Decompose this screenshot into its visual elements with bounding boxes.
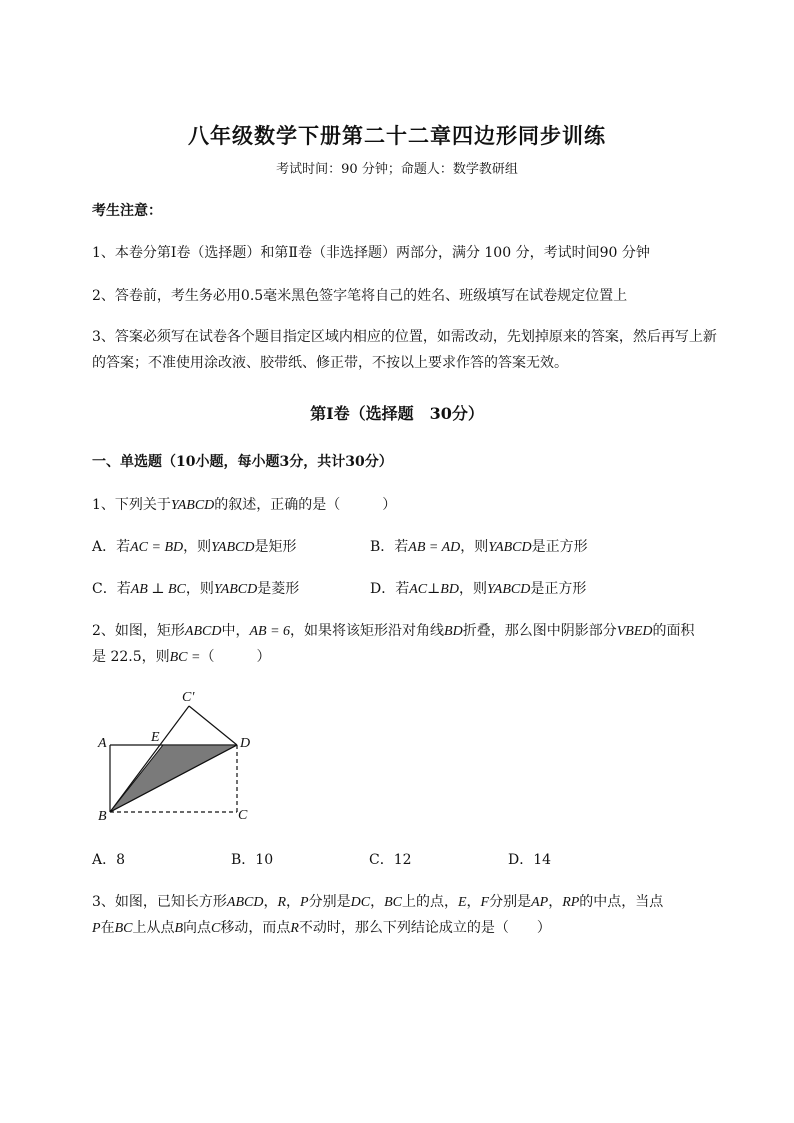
question-1-option-b: B．若AB = AD，则YABCD是正方形: [370, 539, 588, 555]
question-1-option-d: D．若AC⊥BD，则YABCD是正方形: [370, 581, 587, 597]
label-d: D: [240, 736, 251, 751]
question-3-stem-cont: P在BC上从点B向点C移动，而点R不动时，那么下列结论成立的是（ ）: [92, 920, 551, 936]
question-3-stem: 3、如图，已知长方形ABCD，R，P分别是DC，BC上的点，E，F分别是AP，RP的中点，当点: [92, 894, 664, 910]
label-e: E: [151, 730, 160, 745]
question-2-stem: 2、如图，矩形ABCD中，AB = 6，如果将该矩形沿对角线BD折叠，那么图中阴影部分VBED的面积: [92, 623, 695, 639]
question-2-option-b: B．10: [231, 852, 274, 868]
label-c-prime: C′: [182, 690, 195, 705]
question-2-option-c: C．12: [369, 852, 412, 868]
question-2-option-d: D．14: [508, 852, 552, 868]
question-2-option-a: A．8: [92, 852, 126, 868]
part-heading: 一、单选题（10小题，每小题3分，共计30分）: [92, 454, 393, 470]
notice-heading: 考生注意：: [92, 203, 162, 219]
notice-item-3: 3、答案必须写在试卷各个题目指定区域内相应的位置，如需改动，先划掉原来的答案，然后再写上新: [92, 329, 717, 345]
question-1-option-c: C．若AB ⊥ BC，则YABCD是菱形: [92, 581, 300, 597]
rectangle-fold-figure: [90, 685, 260, 825]
label-a: A: [98, 736, 107, 751]
notice-item-1: 1、本卷分第Ⅰ卷（选择题）和第Ⅱ卷（非选择题）两部分，满分 100 分，考试时间90 分钟: [92, 245, 650, 261]
label-c: C: [238, 808, 248, 823]
label-b: B: [98, 809, 107, 824]
question-1-option-a: A．若AC = BD，则YABCD是矩形: [92, 539, 297, 555]
folded-edge-c1d: [189, 706, 237, 745]
notice-item-3-cont: 的答案；不准使用涂改液、胶带纸、修正带，不按以上要求作答的答案无效。: [92, 355, 568, 371]
question-1-stem: 1、下列关于YABCD的叙述，正确的是（ ）: [92, 497, 397, 513]
section-title: 第Ⅰ卷（选择题 30分）: [310, 404, 484, 423]
page-title: 八年级数学下册第二十二章四边形同步训练: [188, 123, 606, 148]
notice-item-2: 2、答卷前，考生务必用0.5毫米黑色签字笔将自己的姓名、班级填写在试卷规定位置上: [92, 288, 628, 304]
question-2-stem-cont: 是 22.5，则BC =（ ）: [92, 649, 271, 665]
exam-info: 考试时间：90 分钟；命题人：数学教研组: [276, 162, 518, 177]
